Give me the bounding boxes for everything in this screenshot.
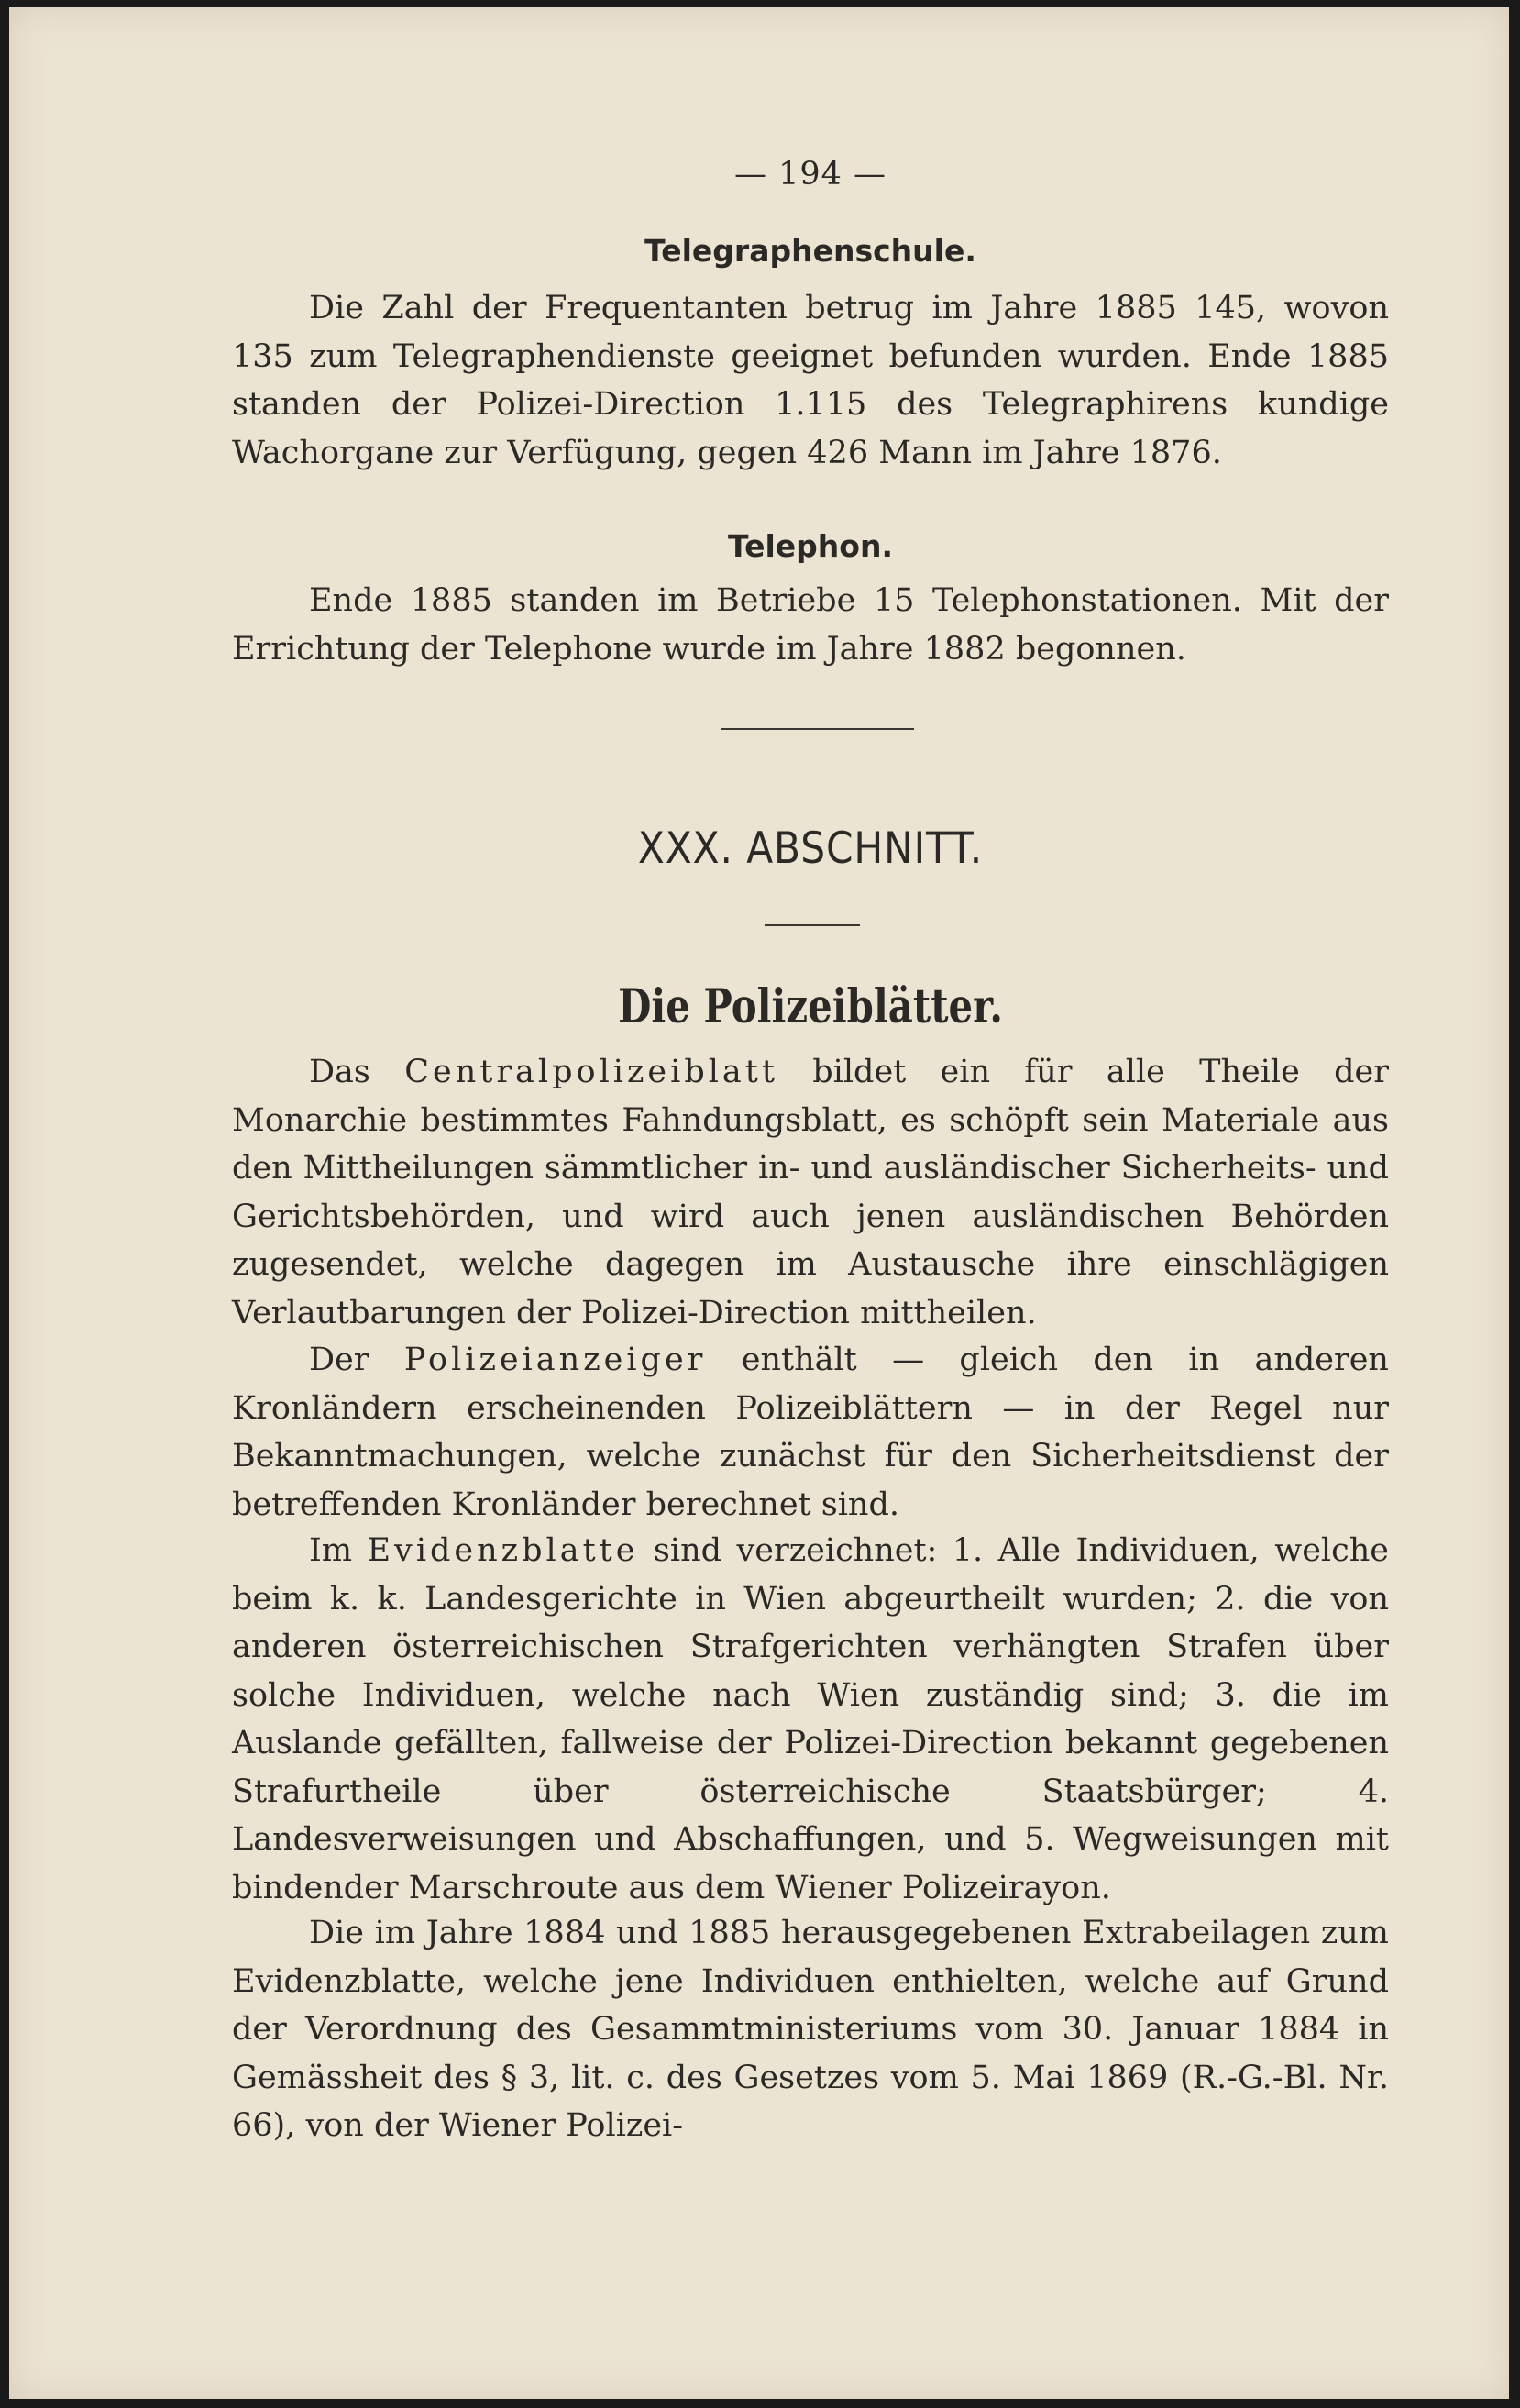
spaced-term: Evidenzblatte [367, 1532, 639, 1569]
spaced-term: Polizeianzeiger [403, 1342, 707, 1378]
paragraph-polizeianzeiger [232, 1336, 1389, 1529]
heading-telephon: Telephon. [727, 528, 894, 564]
paragraph-lead: Im [309, 1532, 353, 1569]
paragraph-body: bildet ein für alle Theile der Monarchie bestimmtes Fahndungsblatt, es schöpft sein Materiale aus den Mittheilungen sämmtlicher in- und ausländischer Sicherheits- und Gerichtsbehörden, und wird auch jenen ausländischen Behörden zugesendet, welche dagegen im Austausche ihre einschlägigen Verlautbarungen der Polizei-Direction mittheilen. [232, 1054, 1389, 1331]
heading-telegraphenschule: Telegraphenschule. [644, 233, 976, 269]
page-number: — 194 — [733, 156, 887, 193]
paragraph-lead: Der [309, 1342, 369, 1378]
book-page [9, 7, 1509, 2399]
paragraph-body: enthält — gleich den in anderen Kronländern erscheinenden Polizeiblättern — in der Regel nur Bekanntmachungen, welche zunächst für den Sicherheitsdienst der betreffenden Kronländer berechnet sind. [232, 1342, 1389, 1523]
paragraph-telegraphenschule: Die Zahl der Frequentanten betrug im Jahre 1885 145, wovon 135 zum Telegraphendienste geeignet befunden wurden. Ende 1885 standen der Polizei-Direction 1.115 des Telegraphirens kundige Wachorgane zur Verfügung, gegen 426 Mann im Jahre 1876. [232, 290, 1389, 471]
section-title: XXX. ABSCHNITT. [637, 823, 984, 874]
spaced-term: Centralpolizeiblatt [404, 1054, 778, 1090]
paragraph-evidenzblatt [232, 1527, 1389, 1912]
chapter-title: Die Polizeiblätter. [618, 979, 1003, 1034]
paragraph-telephon: Ende 1885 standen im Betriebe 15 Telephonstationen. Mit der Errichtung der Telephone wurde im Jahre 1882 begonnen. [232, 582, 1389, 668]
short-rule [765, 924, 860, 926]
paragraph-lead: Das [309, 1054, 370, 1090]
paragraph-centralpolizeiblatt [232, 1048, 1389, 1337]
separator-rule [721, 728, 914, 730]
paragraph-body: sind verzeichnet: 1. Alle Individuen, welche beim k. k. Landesgerichte in Wien abgeurtheilt wurden; 2. die von anderen österreichischen Strafgerichten verhängten Strafen über solche Individuen, welche nach Wien zuständig sind; 3. die im Auslande gefällten, fallweise der Polizei-Direction bekannt gegebenen Strafurtheile über österreichische Staatsbürger; 4. Landesverweisungen und Abschaffungen, und 5. Wegweisungen mit bindender Marschroute aus dem Wiener Polizeirayon. [232, 1532, 1389, 1906]
paragraph-extrabeilagen: Die im Jahre 1884 und 1885 herausgegebenen Extrabeilagen zum Evidenzblatte, welche jene Individuen enthielten, welche auf Grund der Verordnung des Gesammtministeriums vom 30. Januar 1884 in Gemässheit des § 3, lit. c. des Gesetzes vom 5. Mai 1869 (R.-G.-Bl. Nr. 66), von der Wiener Polizei- [232, 1915, 1389, 2144]
